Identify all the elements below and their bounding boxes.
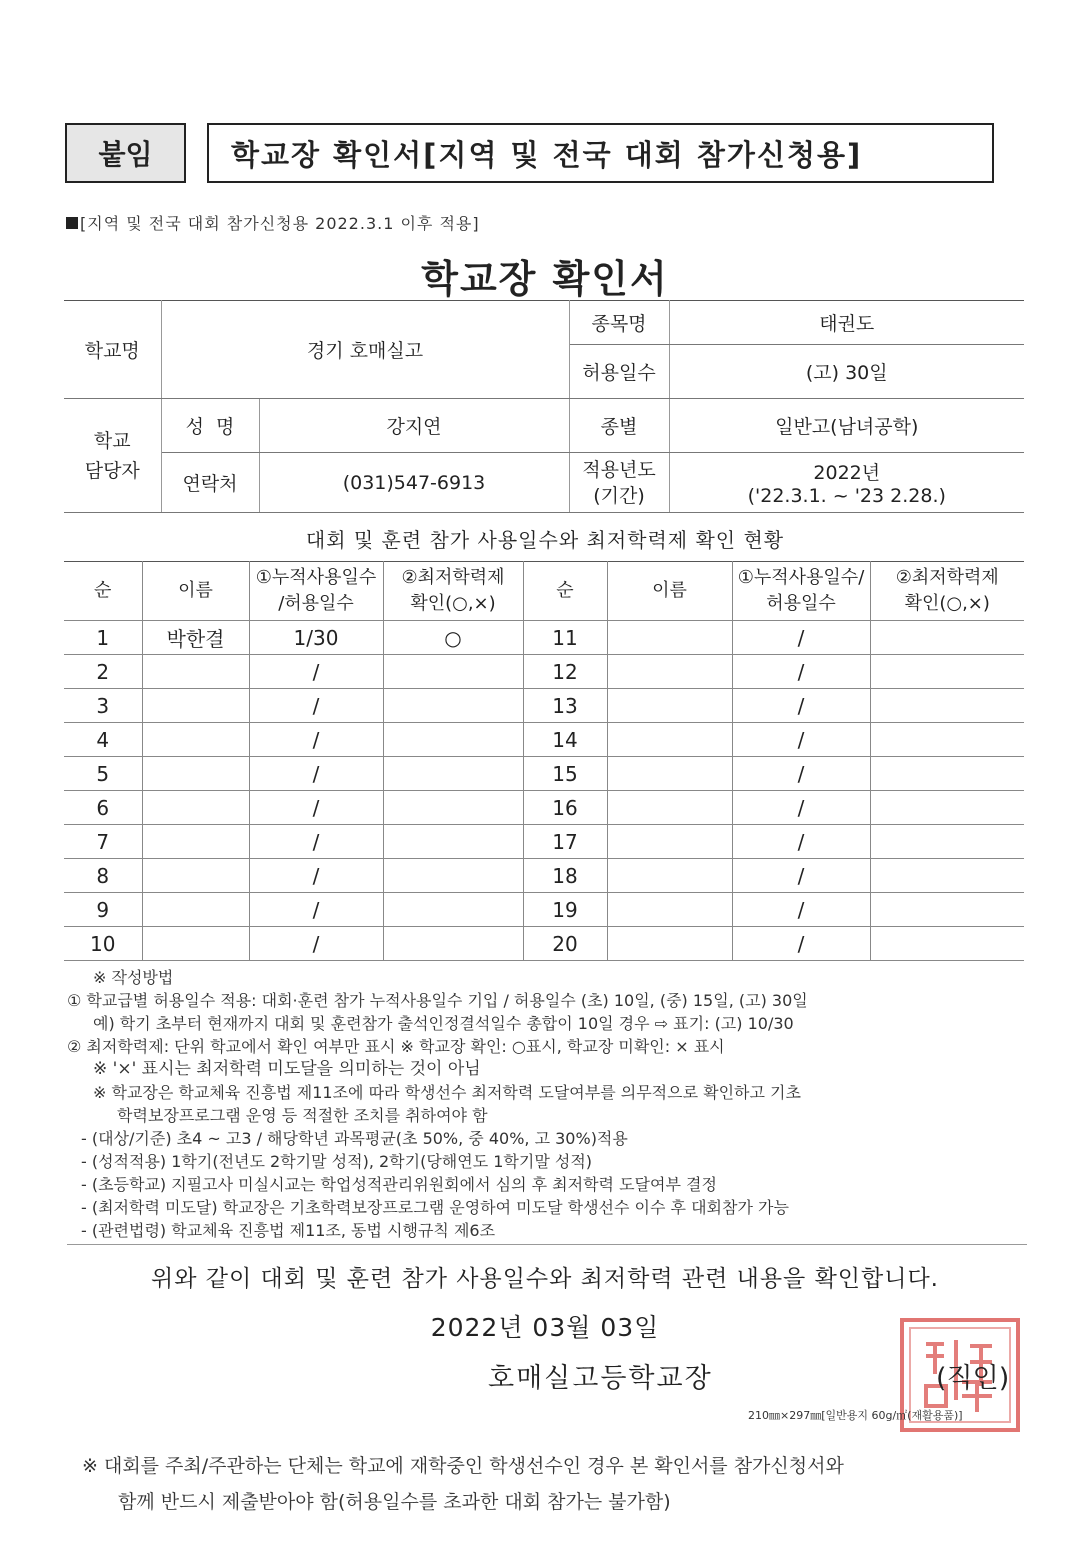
header-check-left: ②최저학력제 확인(○,×): [383, 562, 523, 621]
cell-no: 7: [64, 825, 142, 859]
cell-check: [383, 689, 523, 723]
contact-value: (031)547-6913: [259, 453, 569, 513]
period-value: ('22.3.1. ~ '23 2.28.): [747, 485, 946, 507]
cell-check: [383, 859, 523, 893]
name-label: 성 명: [161, 399, 259, 453]
cell-no: 14: [523, 723, 607, 757]
cell-check: [870, 825, 1024, 859]
cell-no: 1: [64, 621, 142, 655]
cell-no: 4: [64, 723, 142, 757]
days-value: (고) 30일: [669, 345, 1024, 399]
cell-no: 9: [64, 893, 142, 927]
confirmation-statement: 위와 같이 대회 및 훈련 참가 사용일수와 최저학력 관련 내용을 확인합니다.: [151, 1266, 939, 1292]
school-value: 경기 호매실고: [161, 301, 569, 399]
cell-name: 박한결: [142, 621, 249, 655]
cell-check: [870, 723, 1024, 757]
year-label: 적용년도 (기간): [569, 453, 669, 513]
cell-days: /: [732, 655, 870, 689]
info-table: [64, 300, 1024, 513]
table-body: [64, 621, 1024, 961]
attachment-tag-label: 붙임: [98, 138, 153, 171]
cell-check: [870, 893, 1024, 927]
cell-name: [607, 893, 732, 927]
cell-days: /: [732, 825, 870, 859]
sport-value: 태권도: [669, 301, 1024, 345]
cell-check: [383, 791, 523, 825]
table-row: [64, 859, 1024, 893]
cell-no: 18: [523, 859, 607, 893]
section-title: 대회 및 훈련 참가 사용일수와 최저학력제 확인 현황: [305, 528, 785, 552]
instruction-2: ② 최저학력제: 단위 학교에서 확인 여부만 표시 ※ 학교장 확인: ○표시, 학교장 미확인: × 표시: [67, 1037, 725, 1056]
seal-label: (직인): [936, 1363, 1010, 1394]
table-row: [64, 825, 1024, 859]
cell-check: [870, 689, 1024, 723]
cell-no: 2: [64, 655, 142, 689]
cell-no: 5: [64, 757, 142, 791]
cell-days: /: [249, 927, 383, 961]
cell-days: /: [249, 723, 383, 757]
instruction-4: ※ 학교장은 학교체육 진흥법 제11조에 따라 학생선수 최저학력 도달여부를 의무적으로 확인하고 기초: [93, 1083, 801, 1102]
cell-check: [383, 723, 523, 757]
cell-no: 11: [523, 621, 607, 655]
name-value: 강지연: [259, 399, 569, 453]
footer-line-1: ※ 대회를 주최/주관하는 단체는 학교에 재학중인 학생선수인 경우 본 확인서를 참가신청서와: [82, 1455, 844, 1477]
cell-name: [607, 621, 732, 655]
cell-no: 20: [523, 927, 607, 961]
cell-no: 3: [64, 689, 142, 723]
instruction-dash-1: - (대상/기준) 초4 ~ 고3 / 해당학년 과목평균(초 50%, 중 40%, 고 30%)적용: [81, 1129, 628, 1148]
cell-days: /: [249, 757, 383, 791]
cell-no: 10: [64, 927, 142, 961]
cell-name: [142, 859, 249, 893]
page-title: 학교장 확인서: [421, 257, 669, 301]
principal-name: 호매실고등학교장: [488, 1363, 713, 1394]
instruction-1: ① 학교급별 허용일수 적용: 대회·훈련 참가 누적사용일수 기입 / 허용일수 (초) 10일, (중) 15일, (고) 30일: [67, 991, 808, 1010]
cell-check: [870, 757, 1024, 791]
table-row: [64, 927, 1024, 961]
cell-days: /: [732, 621, 870, 655]
cell-no: 17: [523, 825, 607, 859]
cell-days: /: [249, 893, 383, 927]
cell-name: [142, 791, 249, 825]
cell-check: [870, 859, 1024, 893]
table-row: [64, 893, 1024, 927]
cell-days: /: [249, 655, 383, 689]
type-value: 일반고(남녀공학): [669, 399, 1024, 453]
table-row: [64, 791, 1024, 825]
year-value: 2022년: [813, 462, 881, 484]
cell-no: 13: [523, 689, 607, 723]
note-text: [지역 및 전국 대회 참가신청용 2022.3.1 이후 적용]: [80, 214, 480, 233]
cell-check: ○: [383, 621, 523, 655]
cell-days: /: [732, 757, 870, 791]
cell-days: /: [732, 893, 870, 927]
cell-days: /: [732, 791, 870, 825]
cell-check: [383, 655, 523, 689]
cell-days: /: [732, 859, 870, 893]
cell-days: 1/30: [249, 621, 383, 655]
cell-no: 15: [523, 757, 607, 791]
cell-check: [870, 621, 1024, 655]
footer-note: [82, 1448, 1022, 1520]
note-line: [66, 211, 480, 234]
cell-no: 6: [64, 791, 142, 825]
type-label: 종별: [569, 399, 669, 453]
cell-no: 8: [64, 859, 142, 893]
attachment-tag: [65, 123, 186, 183]
instruction-dash-4: - (최저학력 미도달) 학교장은 기초학력보장프로그램 운영하여 미도달 학생선수 이수 후 대회참가 가능: [81, 1198, 789, 1217]
status-table: [64, 561, 1024, 961]
header-no-right: 순: [523, 562, 607, 621]
instruction-dash-5: - (관련법령) 학교체육 진흥법 제11조, 동법 시행규칙 제6조: [81, 1221, 496, 1240]
footer-line-2: 함께 반드시 제출받아야 함(허용일수를 초과한 대회 참가는 불가함): [118, 1491, 671, 1513]
sport-label: 종목명: [569, 301, 669, 345]
days-label: 허용일수: [569, 345, 669, 399]
divider: [67, 1244, 1027, 1245]
cell-name: [142, 655, 249, 689]
instruction-dash-2: - (성적적용) 1학기(전년도 2학기말 성적), 2학기(당해연도 1학기말 성적): [81, 1152, 593, 1171]
cell-name: [142, 689, 249, 723]
table-row: [64, 689, 1024, 723]
cell-name: [607, 723, 732, 757]
table-row: [64, 757, 1024, 791]
cell-check: [383, 757, 523, 791]
header-days-right: ①누적사용일수/ 허용일수: [732, 562, 870, 621]
instruction-1b: 예) 학기 초부터 현재까지 대회 및 훈련참가 출석인정결석일수 총합이 10일 경우 ⇨ 표기: (고) 10/30: [93, 1014, 794, 1033]
cell-name: [607, 859, 732, 893]
cell-no: 12: [523, 655, 607, 689]
header-days-left: ①누적사용일수 /허용일수: [249, 562, 383, 621]
cell-check: [870, 791, 1024, 825]
cell-check: [383, 893, 523, 927]
cell-days: /: [249, 825, 383, 859]
header-title: 학교장 확인서[지역 및 전국 대회 참가신청용]: [207, 123, 994, 183]
cell-days: /: [249, 791, 383, 825]
cell-name: [607, 825, 732, 859]
table-row: [64, 621, 1024, 655]
cell-days: /: [732, 689, 870, 723]
cell-name: [142, 757, 249, 791]
cell-check: [383, 927, 523, 961]
cell-name: [607, 927, 732, 961]
instruction-dash-3: - (초등학교) 지필고사 미실시교는 학업성적관리위원회에서 심의 후 최저학력 도달여부 결정: [81, 1175, 717, 1194]
cell-check: [383, 825, 523, 859]
cell-days: /: [732, 927, 870, 961]
cell-name: [607, 689, 732, 723]
header-check-right: ②최저학력제 확인(○,×): [870, 562, 1024, 621]
cell-name: [142, 927, 249, 961]
header-name-right: 이름: [607, 562, 732, 621]
cell-check: [870, 655, 1024, 689]
instructions-heading: ※ 작성방법: [93, 968, 174, 987]
cell-no: 16: [523, 791, 607, 825]
cell-name: [142, 825, 249, 859]
contact-label: 연락처: [161, 453, 259, 513]
instruction-4b: 학력보장프로그램 운영 등 적절한 조치를 취하여야 함: [117, 1106, 488, 1125]
cell-name: [607, 655, 732, 689]
cell-no: 19: [523, 893, 607, 927]
issue-date: 2022년 03월 03일: [430, 1313, 660, 1342]
cell-name: [607, 757, 732, 791]
year-cell: [669, 453, 1024, 513]
header-no-left: 순: [64, 562, 142, 621]
cell-days: /: [249, 689, 383, 723]
cell-name: [142, 723, 249, 757]
cell-name: [607, 791, 732, 825]
instructions: [67, 966, 1027, 1245]
cell-check: [870, 927, 1024, 961]
cell-days: /: [732, 723, 870, 757]
paper-spec: 210㎜×297㎜[일반용지 60g/㎡(재활용품)]: [748, 1409, 963, 1422]
square-bullet-icon: [66, 217, 78, 229]
table-row: [64, 723, 1024, 757]
table-row: [64, 655, 1024, 689]
cell-name: [142, 893, 249, 927]
cell-days: /: [249, 859, 383, 893]
manager-label: 학교 담당자: [64, 399, 161, 513]
header-name-left: 이름: [142, 562, 249, 621]
school-label: 학교명: [64, 301, 161, 399]
instruction-3: ※ '×' 표시는 최저학력 미도달을 의미하는 것이 아님: [93, 1059, 481, 1079]
